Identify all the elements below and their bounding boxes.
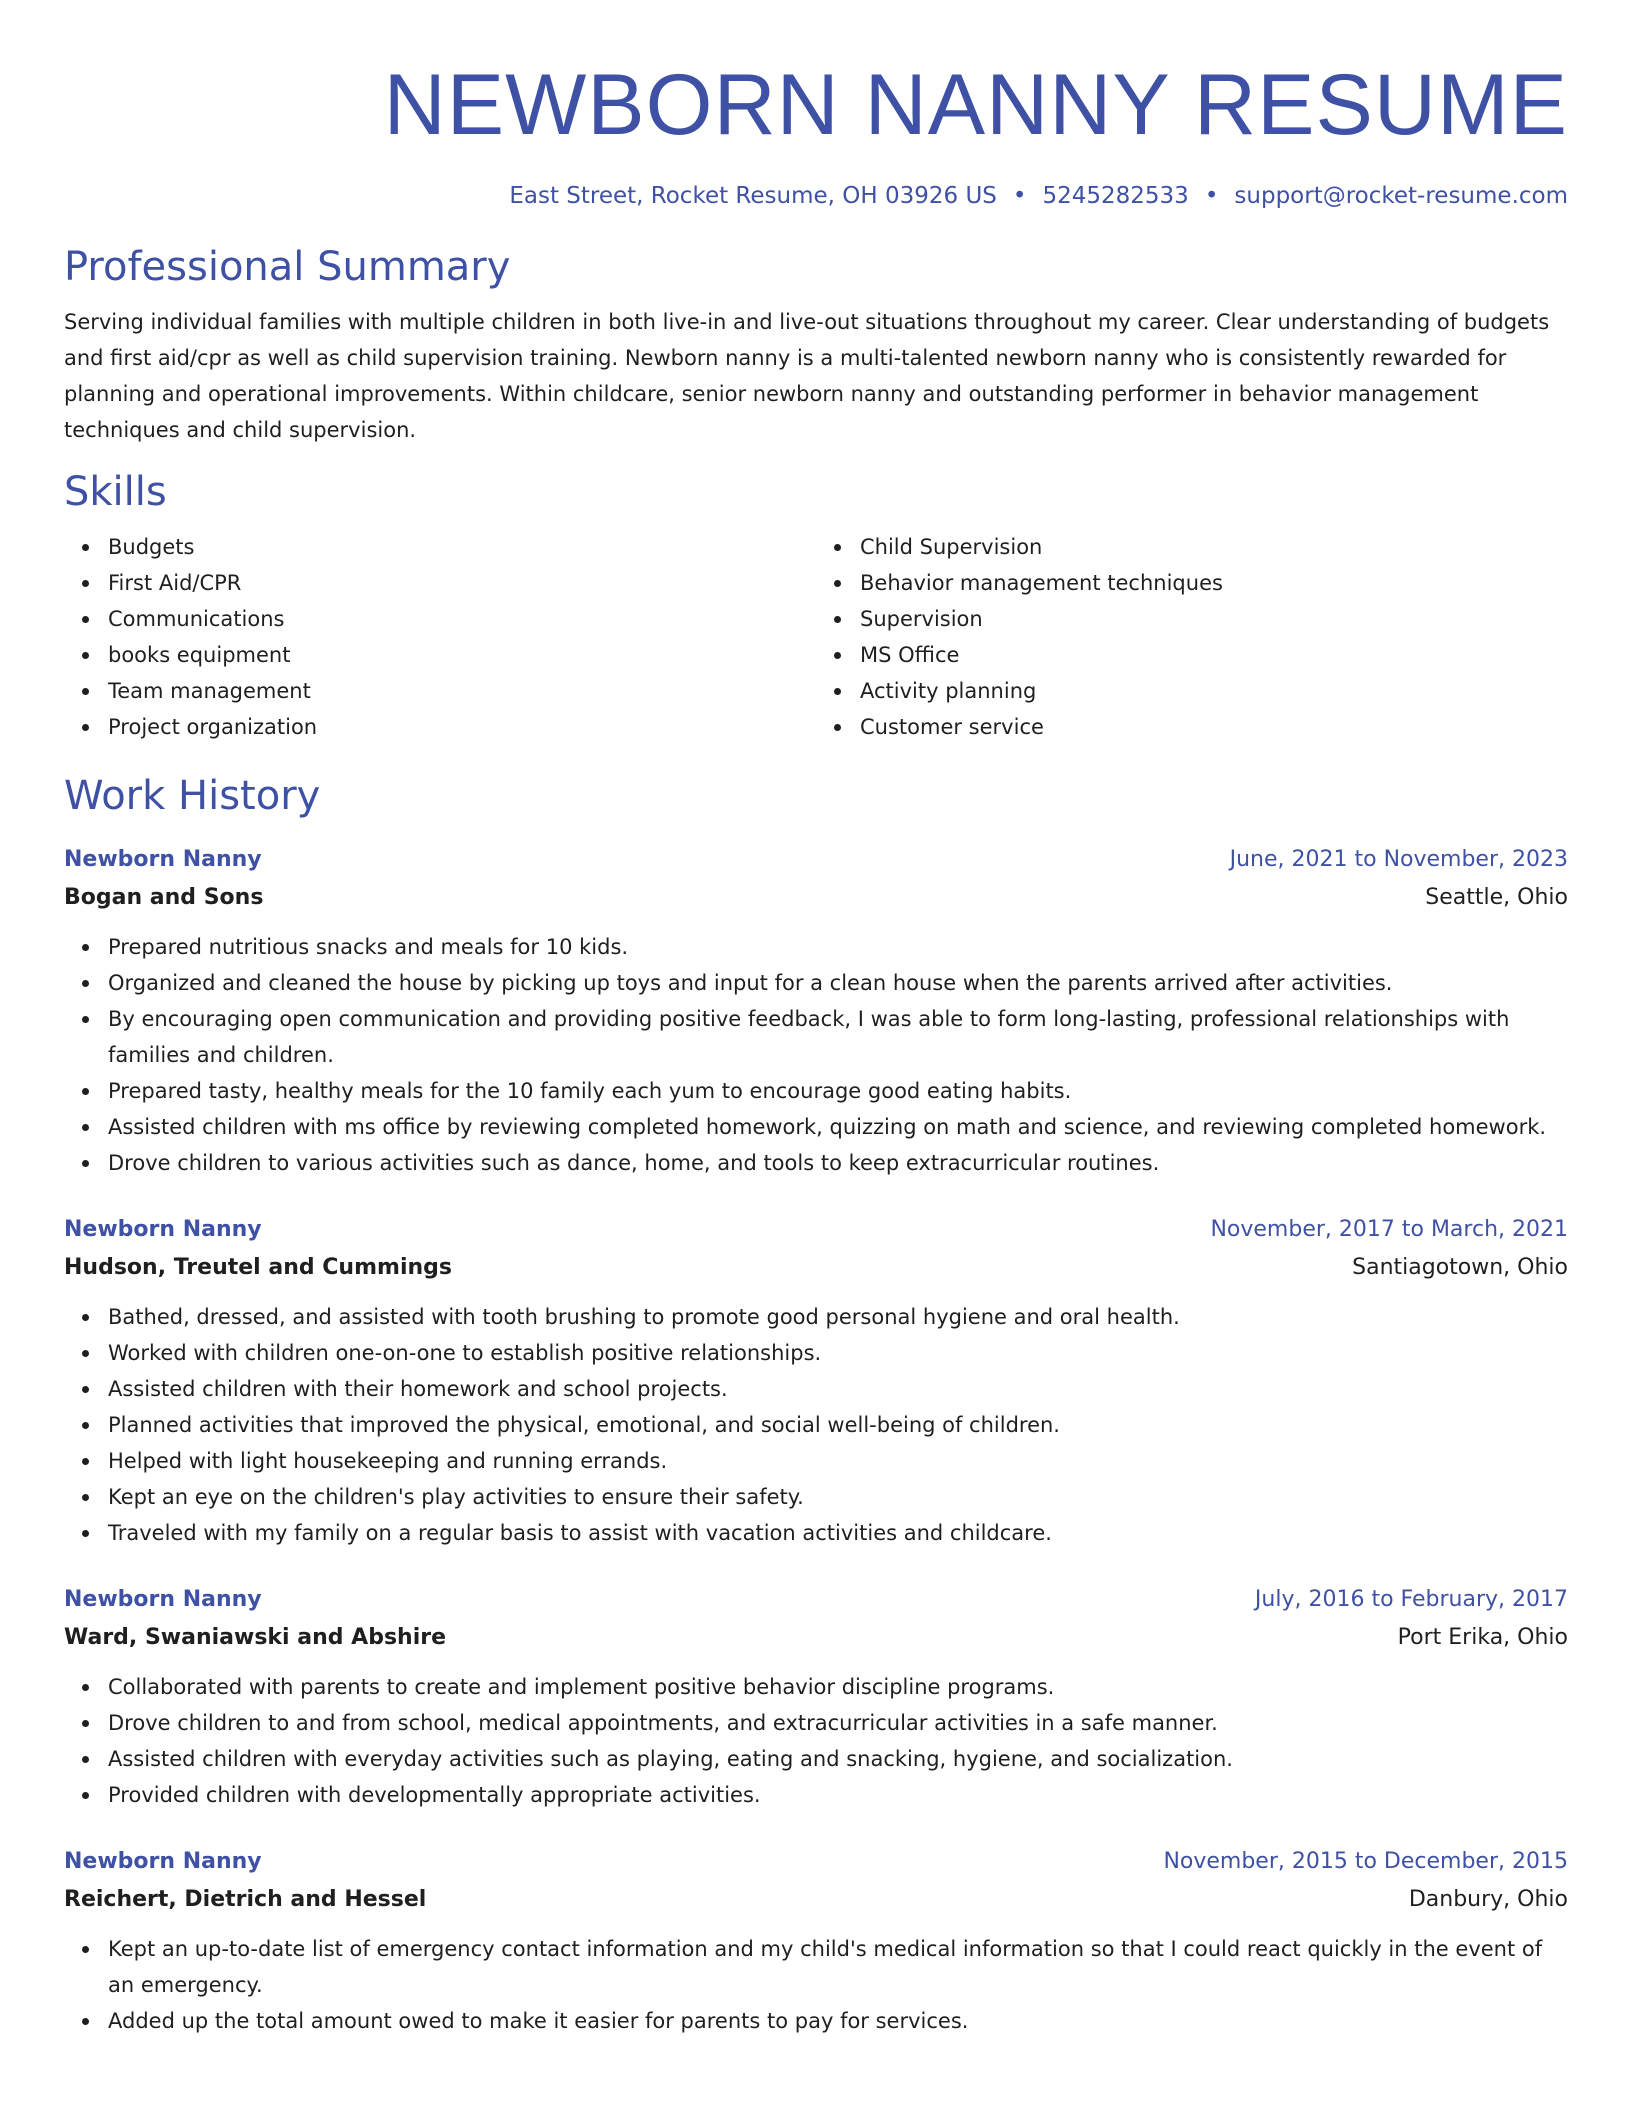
skill-item: Budgets [108, 529, 816, 565]
skill-item: Project organization [108, 709, 816, 745]
job-dates: June, 2021 to November, 2023 [1229, 847, 1568, 872]
job-location: Santiagotown, Ohio [1352, 1255, 1568, 1280]
job-bullets [64, 1931, 1568, 2039]
resume-title: NEWBORN NANNY RESUME [383, 57, 1568, 153]
job-bullets [64, 1299, 1568, 1551]
job-bullet: Drove children to various activities such as dance, home, and tools to keep extracurricular routines. [108, 1145, 1568, 1181]
job-company-row [64, 879, 1568, 917]
job-location: Danbury, Ohio [1408, 1887, 1568, 1912]
job-bullet: Drove children to and from school, medical appointments, and extracurricular activities in a safe manner. [108, 1705, 1568, 1741]
job-bullet: Organized and cleaned the house by picking up toys and input for a clean house when the parents arrived after activities. [108, 965, 1568, 1001]
job-company-row [64, 1881, 1568, 1919]
job-header-row [64, 841, 1568, 879]
job-bullet: Worked with children one-on-one to establish positive relationships. [108, 1335, 1568, 1371]
contact-separator: • [1012, 183, 1027, 209]
job-company: Bogan and Sons [64, 885, 264, 910]
contact-email[interactable]: support@rocket-resume.com [1234, 183, 1568, 209]
job-header-row [64, 1581, 1568, 1619]
skill-item: Team management [108, 673, 816, 709]
job-bullet: Prepared tasty, healthy meals for the 10 family each yum to encourage good eating habits. [108, 1073, 1568, 1109]
job-title: Newborn Nanny [64, 1849, 262, 1874]
job-entry [64, 1581, 1568, 1813]
section-title-work: Work History [64, 773, 321, 819]
job-bullets [64, 1669, 1568, 1813]
job-title: Newborn Nanny [64, 1587, 262, 1612]
job-dates: July, 2016 to February, 2017 [1254, 1587, 1568, 1612]
job-title: Newborn Nanny [64, 1217, 262, 1242]
job-entry [64, 1843, 1568, 2039]
contact-separator: • [1204, 183, 1219, 209]
job-entry [64, 1211, 1568, 1551]
job-bullet: Assisted children with everyday activities such as playing, eating and snacking, hygiene, and socialization. [108, 1741, 1568, 1777]
job-location: Port Erika, Ohio [1397, 1625, 1568, 1650]
job-bullet: Kept an eye on the children's play activities to ensure their safety. [108, 1479, 1568, 1515]
job-bullet: Prepared nutritious snacks and meals for 10 kids. [108, 929, 1568, 965]
job-company: Reichert, Dietrich and Hessel [64, 1887, 427, 1912]
job-bullet: Kept an up-to-date list of emergency contact information and my child's medical information so that I could react quickly in the event of an emergency. [108, 1931, 1568, 2003]
contact-line [64, 176, 1568, 216]
job-company: Hudson, Treutel and Cummings [64, 1255, 452, 1280]
skill-item: Communications [108, 601, 816, 637]
resume-header [64, 0, 1568, 216]
job-company-row [64, 1249, 1568, 1287]
job-header-row [64, 1843, 1568, 1881]
job-location: Seattle, Ohio [1425, 885, 1568, 910]
job-dates: November, 2017 to March, 2021 [1210, 1217, 1568, 1242]
job-company-row [64, 1619, 1568, 1657]
section-title-skills: Skills [64, 469, 167, 515]
skills-list-right [816, 529, 1568, 745]
job-bullet: Assisted children with ms office by reviewing completed homework, quizzing on math and science, and reviewing completed homework. [108, 1109, 1568, 1145]
job-bullet: Added up the total amount owed to make it easier for parents to pay for services. [108, 2003, 1568, 2039]
contact-address: East Street, Rocket Resume, OH 03926 US [509, 183, 997, 209]
professional-summary-section [64, 244, 1568, 448]
section-title-summary: Professional Summary [64, 244, 511, 290]
job-bullets [64, 929, 1568, 1181]
job-title: Newborn Nanny [64, 847, 262, 872]
job-bullet: Helped with light housekeeping and running errands. [108, 1443, 1568, 1479]
job-bullet: Bathed, dressed, and assisted with tooth brushing to promote good personal hygiene and oral health. [108, 1299, 1568, 1335]
job-bullet: Traveled with my family on a regular basis to assist with vacation activities and childcare. [108, 1515, 1568, 1551]
job-bullet: Provided children with developmentally appropriate activities. [108, 1777, 1568, 1813]
skill-item: Behavior management techniques [860, 565, 1568, 601]
job-bullet: Assisted children with their homework and school projects. [108, 1371, 1568, 1407]
skill-item: books equipment [108, 637, 816, 673]
skill-item: MS Office [860, 637, 1568, 673]
skills-columns [64, 529, 1568, 745]
skill-item: Activity planning [860, 673, 1568, 709]
skill-item: First Aid/CPR [108, 565, 816, 601]
job-dates: November, 2015 to December, 2015 [1163, 1849, 1568, 1874]
job-entry [64, 841, 1568, 1181]
skills-section [64, 469, 1568, 745]
skills-list-left [64, 529, 816, 745]
summary-text: Serving individual families with multiple children in both live-in and live-out situations throughout my career. Clear understanding of budgets and first aid/cpr as well as child supervision training. Newborn nanny is a multi-talented newborn nanny who is consistently rewarded for planning and operational improvements. Within childcare, senior newborn nanny and outstanding performer in behavior management techniques and child supervision. [64, 310, 1550, 442]
job-company: Ward, Swaniawski and Abshire [64, 1625, 447, 1650]
job-bullet: Collaborated with parents to create and implement positive behavior discipline programs. [108, 1669, 1568, 1705]
skill-item: Supervision [860, 601, 1568, 637]
job-bullet: Planned activities that improved the physical, emotional, and social well-being of children. [108, 1407, 1568, 1443]
skill-item: Customer service [860, 709, 1568, 745]
job-bullet: By encouraging open communication and providing positive feedback, I was able to form long-lasting, professional relationships with families and children. [108, 1001, 1568, 1073]
work-history-section [64, 773, 1568, 2039]
skill-item: Child Supervision [860, 529, 1568, 565]
contact-phone[interactable]: 5245282533 [1042, 183, 1189, 209]
job-header-row [64, 1211, 1568, 1249]
